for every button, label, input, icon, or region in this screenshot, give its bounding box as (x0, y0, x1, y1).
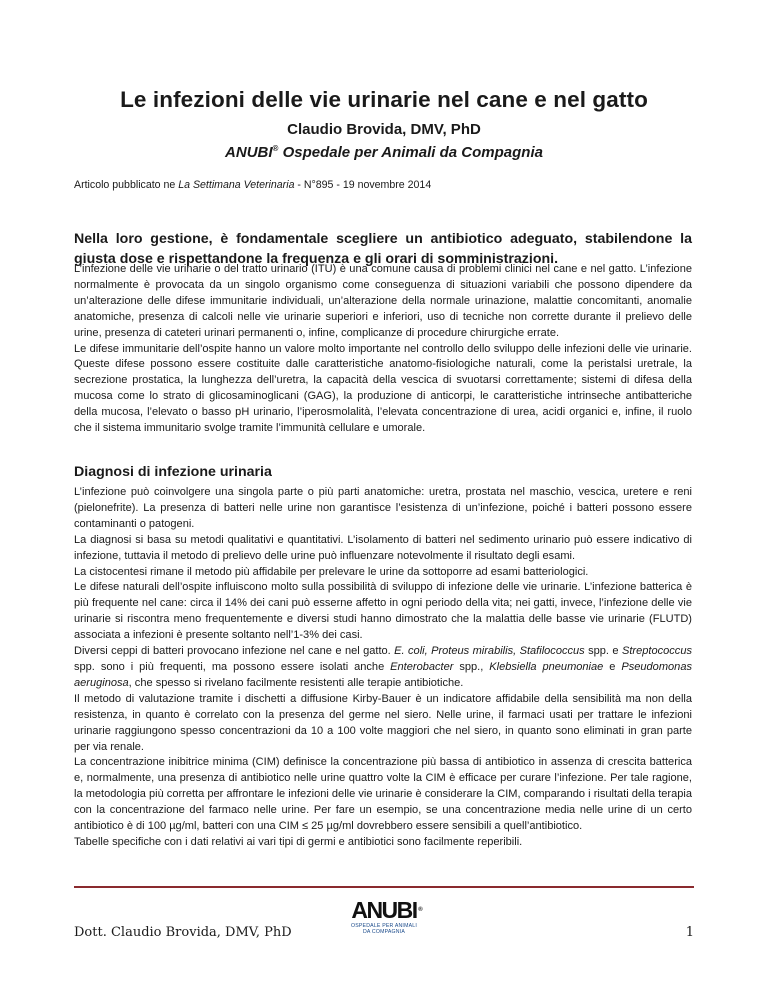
logo-subtitle: OSPEDALE PER ANIMALI (351, 923, 417, 929)
publication-prefix: Articolo pubblicato ne (74, 179, 179, 191)
section-paragraph: La diagnosi si basa su metodi qualitativi e quantitativi. L’isolamento di batteri nel sedimento urinario può essere indicativo di infezione, tuttavia il metodo di prelievo delle urine può influenzare notevolmente il risultato degli esami. (74, 533, 692, 562)
text-run: Diversi ceppi di batteri provocano infezione nel cane e nel gatto. (74, 645, 395, 658)
species-name: Klebsiella pneumoniae (489, 660, 604, 673)
section-paragraph: Tabelle specifiche con i dati relativi ai vari tipi di germi e antibiotici sono facilmente reperibili. (74, 835, 523, 848)
bacteria-paragraph (74, 644, 692, 692)
text-run: spp. e (584, 645, 622, 658)
text-run: e (603, 660, 622, 673)
species-name: Pseudomonas aeruginosa (74, 660, 692, 689)
author-line: Claudio Brovida, DMV, PhD (287, 121, 481, 138)
registered-mark: ® (272, 144, 279, 153)
section-paragraph: Il metodo di valutazione tramite i dischetti a diffusione Kirby-Bauer è un indicatore affidabile della sensibilità ma non della resistenza, in quanto è correlato con la presenza del germe nel siero. Nelle urine, il farmaci usati per trattare le infezioni urinarie raggiungono spesso concentrazioni da 10 a 100 volte maggiori che nel siero, in quanto sono eliminati in gran parte per via renale. (74, 692, 692, 753)
anubi-logo (339, 898, 429, 935)
section-paragraph: La cistocentesi rimane il metodo più affidabile per prelevare le urine da sottoporre ad esami batteriologici. (74, 565, 589, 578)
section-paragraph: La concentrazione inibitrice minima (CIM) definisce la concentrazione più bassa di antibiotico in assenza di crescita batterica e, normalmente, una presenza di antibiotico nelle urine quattro volte la CIM è efficace per curare l’infezione. Per tale ragione, la metodologia più corretta per affrontare le infezioni delle vie urinarie è considerare la CIM, comparando i risultati della terapia con la concentrazione del farmaco nelle urine. Per fare un esempio, se una concentrazione media nelle urine di un certo antibiotico è di 100 µg/ml, batteri con una CIM ≤ 25 µg/ml dovrebbero essere sensibili a quell’antibiotico. (74, 756, 692, 833)
org-description: Ospedale per Animali da Compagnia (282, 144, 543, 161)
document-header (0, 86, 768, 163)
footer-author: Dott. Claudio Brovida, DMV, PhD (74, 925, 292, 940)
section-paragraph: Le difese naturali dell’ospite influiscono molto sulla possibilità di sviluppo di infezione delle vie urinarie. L’infezione batterica è più frequente nel cane: circa il 14% dei cani può esserne affetto in ogni periodo della vita; nei gatti, invece, l’infezione delle vie urinarie si riscontra meno frequentemente e diversi studi hanno dimostrato che la malattia delle basse vie urinarie (FLUTD) associata a infezioni è presente soltanto nell’1-3% dei casi. (74, 581, 692, 642)
logo-registered-mark: ® (418, 907, 423, 913)
intro-paragraph: L’infezione delle vie urinarie o del tratto urinario (ITU) è una comune causa di problemi clinici nel cane e nel gatto. L’infezione normalmente è provocata da un singolo organismo come conseguenza di situazioni variabili che possono dipendere da un’alterazione delle difese immunitarie individuali, un’alterazione della normale urinazione, malattie concomitanti, anomalie anatomiche, presenza di calcoli nelle vie urinarie superiori e inferiori, uso di tecniche non corrette durante il prelievo delle urine, presenza di cateteri urinari permanenti o, infine, complicanze di procedure chirurgiche errate. (74, 263, 692, 339)
text-run: spp. sono i più frequenti, ma possono essere isolati anche (74, 660, 391, 673)
page-number: 1 (685, 925, 694, 940)
intro-text (74, 262, 692, 437)
footer-divider (74, 886, 694, 888)
species-name: E. coli, Proteus mirabilis, Stafilococcus (394, 645, 585, 658)
journal-name: La Settimana Veterinaria (178, 179, 295, 191)
org-name: ANUBI (225, 144, 273, 161)
publication-suffix: - N°895 - 19 novembre 2014 (294, 179, 432, 191)
species-name: Enterobacter (390, 660, 454, 673)
text-run: , che spesso si rivelano facilmente resistenti alle terapie antibiotiche. (128, 676, 464, 689)
species-name: Streptococcus (622, 645, 692, 658)
logo-text: ANUBI (351, 897, 417, 923)
text-run: spp., (453, 660, 490, 673)
document-title: Le infezioni delle vie urinarie nel cane e nel gatto (120, 87, 648, 112)
logo-wordmark (351, 897, 423, 923)
lead-paragraph: Nella loro gestione, è fondamentale scegliere un antibiotico adeguato, stabilendone la giusta dose e rispettandone la frequenza e gli orari di somministrazioni. (74, 231, 692, 267)
organization-line (0, 139, 768, 163)
diagnosis-section (74, 463, 692, 851)
publication-info (74, 178, 431, 192)
section-paragraph: L’infezione può coinvolgere una singola parte o più parti anatomiche: uretra, prostata nel maschio, vescica, uretere e reni (pielonefrite). La presenza di batteri nelle urine non garantisce l’esistenza di un’infezione, poiché i batteri possono essere contaminanti o patogeni. (74, 486, 692, 530)
logo-subtitle: DA COMPAGNIA (362, 929, 406, 935)
intro-paragraph: Le difese immunitarie dell’ospite hanno un valore molto importante nel controllo dello sviluppo delle infezioni delle vie urinarie. Queste difese possono essere costituite dalle caratteristiche anatomo-fisiologiche naturali, come la peristalsi uretrale, la secrezione prostatica, la lunghezza dell’uretra, la capacità della vescica di svuotarsi correttamente; sistemi di difesa della mucosa come lo strato di glicosaminoglicani (GAG), la produzione di anticorpi, le caratteristiche intrinseche antibatteriche della mucosa, l’elevato o basso pH urinario, l’iperosmolalità, l’elevata concentrazione di urea, acidi organici e, infine, il ruolo che il sistema immunitario svolge tramite l’immunità cellulare e umorale. (74, 342, 692, 435)
section-heading: Diagnosi di infezione urinaria (74, 464, 272, 480)
